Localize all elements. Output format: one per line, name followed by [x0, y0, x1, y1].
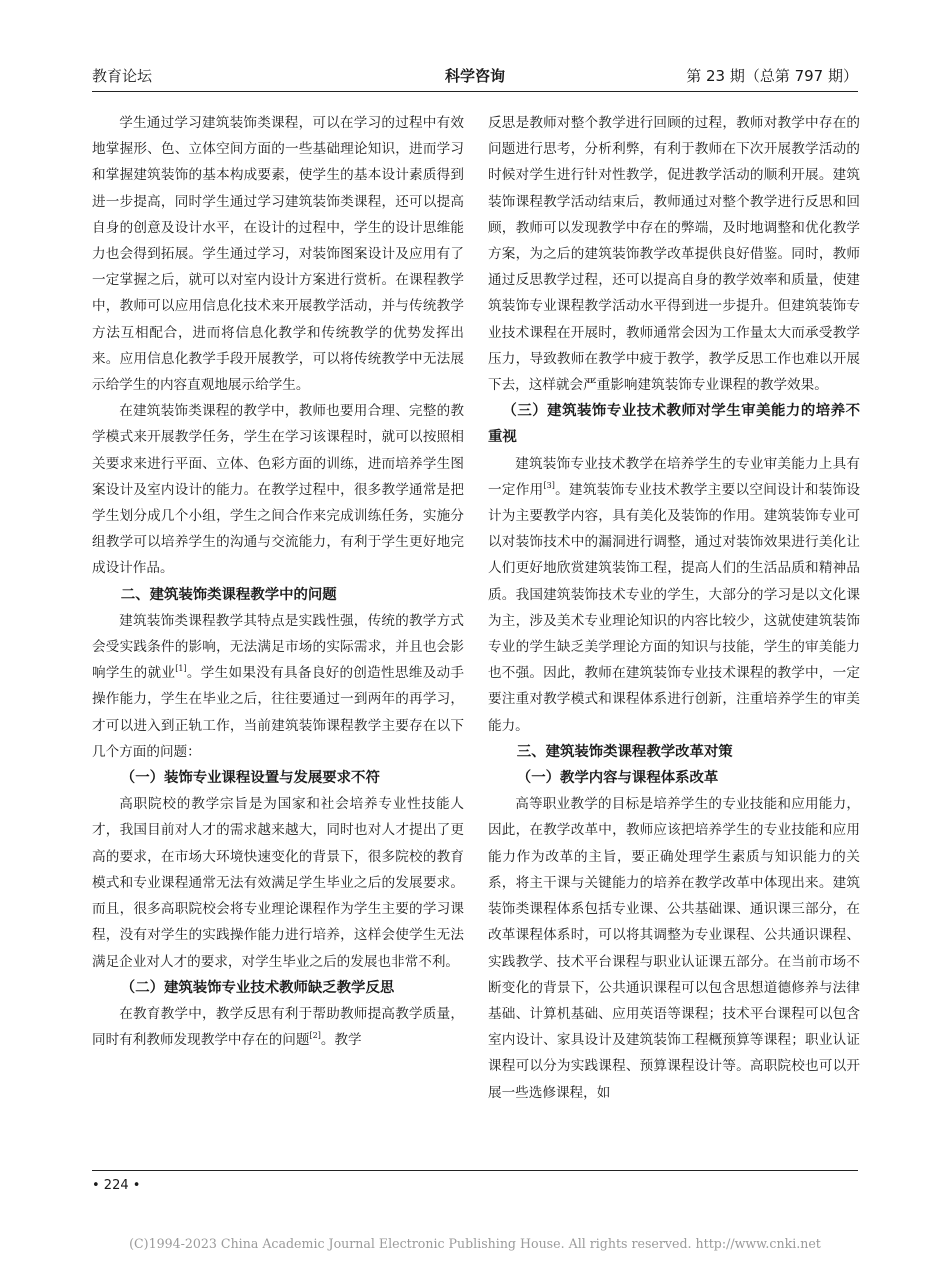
- left-column: [92, 110, 464, 1165]
- subsection-heading: （一）教学内容与课程体系改革: [516, 770, 719, 787]
- right-column: [488, 110, 860, 1165]
- paragraph-text: 。教学: [320, 1032, 362, 1049]
- paragraph-text: 建筑装饰专业技术教学在培养学生的专业审美能力上具有一定作用: [488, 455, 860, 498]
- body-paragraph: 在建筑装饰类课程的教学中，教师也要用合理、完整的教学模式来开展教学任务，学生在学习该课程时，就可以按照相关要求来进行平面、立体、色彩方面的训练，进而培养学生图案设计及室内设计的能力。在教学过程中，很多教学通常是把学生划分成几个小组，学生之间合作来完成训练任务，实施分组教学可以培养学生的沟通与交流能力，有利于学生更好地完成设计作品。: [92, 403, 464, 577]
- body-paragraph: [488, 451, 860, 739]
- header-issue-number: 第 23 期（总第 797 期）: [686, 67, 858, 85]
- footer-rule: [92, 1170, 858, 1171]
- citation-ref: [2]: [309, 1031, 321, 1041]
- citation-ref: [3]: [543, 480, 555, 490]
- body-paragraph: [92, 608, 464, 765]
- body-paragraph: 学生通过学习建筑装饰类课程，可以在学习的过程中有效地掌握形、色、立体空间方面的一些基础理论知识，进而学习和掌握建筑装饰的基本构成要素，使学生的基本设计素质得到进一步提高，同时学生通过学习建筑装饰类课程，还可以提高自身的创意及设计水平，在设计的过程中，学生的设计思维能力也会得到拓展。学生通过学习，对装饰图案设计及应用有了一定掌握之后，就可以对室内设计方案进行赏析。在课程教学中，教师可以应用信息化技术来开展教学活动，并与传统教学方法互相配合，进而将信息化教学和传统教学的优势发挥出来。应用信息化教学手段开展教学，可以将传统教学中无法展示给学生的内容直观地展示给学生。: [92, 115, 464, 394]
- paragraph-text: 在教育教学中，教学反思有利于帮助教师提高教学质量，同时有利教师发现教学中存在的问题: [92, 1005, 464, 1049]
- copyright-notice: (C)1994-2023 China Academic Journal Electronic Publishing House. All rights reserved. http://www.cnki.net: [129, 1236, 821, 1251]
- paragraph-text: 建筑装饰类课程教学其特点是实践性强，传统的教学方式会受实践条件的影响，无法满足市场的实际需求，并且也会影响学生的就业: [92, 612, 464, 682]
- page-number: • 224 •: [92, 1178, 141, 1193]
- header-rule: [92, 91, 858, 92]
- body-paragraph: 高职院校的教学宗旨是为国家和社会培养专业性技能人才，我国目前对人才的需求越来越大，同时也对人才提出了更高的要求，在市场大环境快速变化的背景下，很多院校的教育模式和专业课程通常无法有效满足学生毕业之后的发展要求。而且，很多高职院校会将专业理论课程作为学生主要的学习课程，没有对学生的实践操作能力进行培养，这样会使学生无法满足企业对人才的要求，对学生毕业之后的发展也非常不利。: [92, 796, 464, 970]
- body-paragraph-continued: 反思是教师对整个教学进行回顾的过程，教师对教学中存在的问题进行思考，分析利弊，有利于教师在下次开展教学活动的时候对学生进行针对性教学，促进教学活动的顺利开展。建筑装饰课程教学活动结束后，教师通过对整个教学进行反思和回顾，教师可以发现教学中存在的弊端，及时地调整和优化教学方案，为之后的建筑装饰教学改革提供良好借鉴。同时，教师通过反思教学过程，还可以提高自身的教学效率和质量，使建筑装饰专业课程教学活动水平得到进一步提升。但建筑装饰专业技术课程在开展时，教师通常会因为工作量太大而承受教学压力，导致教师在教学中疲于教学，教学反思工作也难以开展下去，这样就会严重影响建筑装饰专业课程的教学效果。: [488, 115, 860, 394]
- paragraph-text: 。建筑装饰专业技术教学主要以空间设计和装饰设计为主要教学内容，具有美化及装饰的作用。建筑装饰专业可以对装饰技术中的漏洞进行调整，通过对装饰效果进行美化让人们更好地欣赏建筑装饰工程，提高人们的生活品质和精神品质。我国建筑装饰技术专业的学生，大部分的学习是以文化课为主，涉及美术专业理论知识的内容比较少，这就使建筑装饰专业的学生缺乏美学理论方面的知识与技能，学生的审美能力也不强。因此，教师在建筑装饰专业技术课程的教学中，一定要注重对教学模式和课程体系进行创新，注重培养学生的审美能力。: [488, 481, 860, 734]
- subsection-heading: （一）装饰专业课程设置与发展要求不符: [120, 770, 380, 787]
- body-paragraph: 高等职业教学的目标是培养学生的专业技能和应用能力，因此，在教学改革中，教师应该把培养学生的专业技能和应用能力作为改革的主旨，要正确处理学生素质与知识能力的关系，将主干课与关键能力的培养在教学改革中体现出来。建筑装饰类课程体系包括专业课、公共基础课、通识课三部分，在改革课程体系时，可以将其调整为专业课程、公共通识课程、实践教学、技术平台课程与职业认证课五部分。在当前市场不断变化的背景下，公共通识课程可以包含思想道德修养与法律基础、计算机基础、应用英语等课程；技术平台课程可以包含室内设计、家具设计及建筑装饰工程概预算等课程；职业认证课程可以分为实践课程、预算课程设计等。高职院校也可以开展一些选修课程，如: [488, 796, 860, 1101]
- subsection-heading: （二）建筑装饰专业技术教师缺乏教学反思: [120, 979, 395, 996]
- header-journal-title: 科学咨询: [444, 67, 505, 85]
- section-heading: 二、建筑装饰类课程教学中的问题: [120, 586, 337, 603]
- header-section-label: 教育论坛: [92, 67, 153, 85]
- subsection-heading: （三）建筑装饰专业技术教师对学生审美能力的培养不重视: [488, 403, 860, 446]
- running-header: [92, 64, 858, 88]
- section-heading: 三、建筑装饰类课程教学改革对策: [516, 743, 733, 760]
- body-paragraph: [92, 1001, 464, 1053]
- citation-ref: [1]: [175, 664, 187, 674]
- paragraph-text: 。学生如果没有具备良好的创造性思维及动手操作能力，学生在毕业之后，往往要通过一到两年的再学习，才可以进入到正轨工作，当前建筑装饰课程教学主要存在以下几个方面的问题：: [92, 665, 464, 760]
